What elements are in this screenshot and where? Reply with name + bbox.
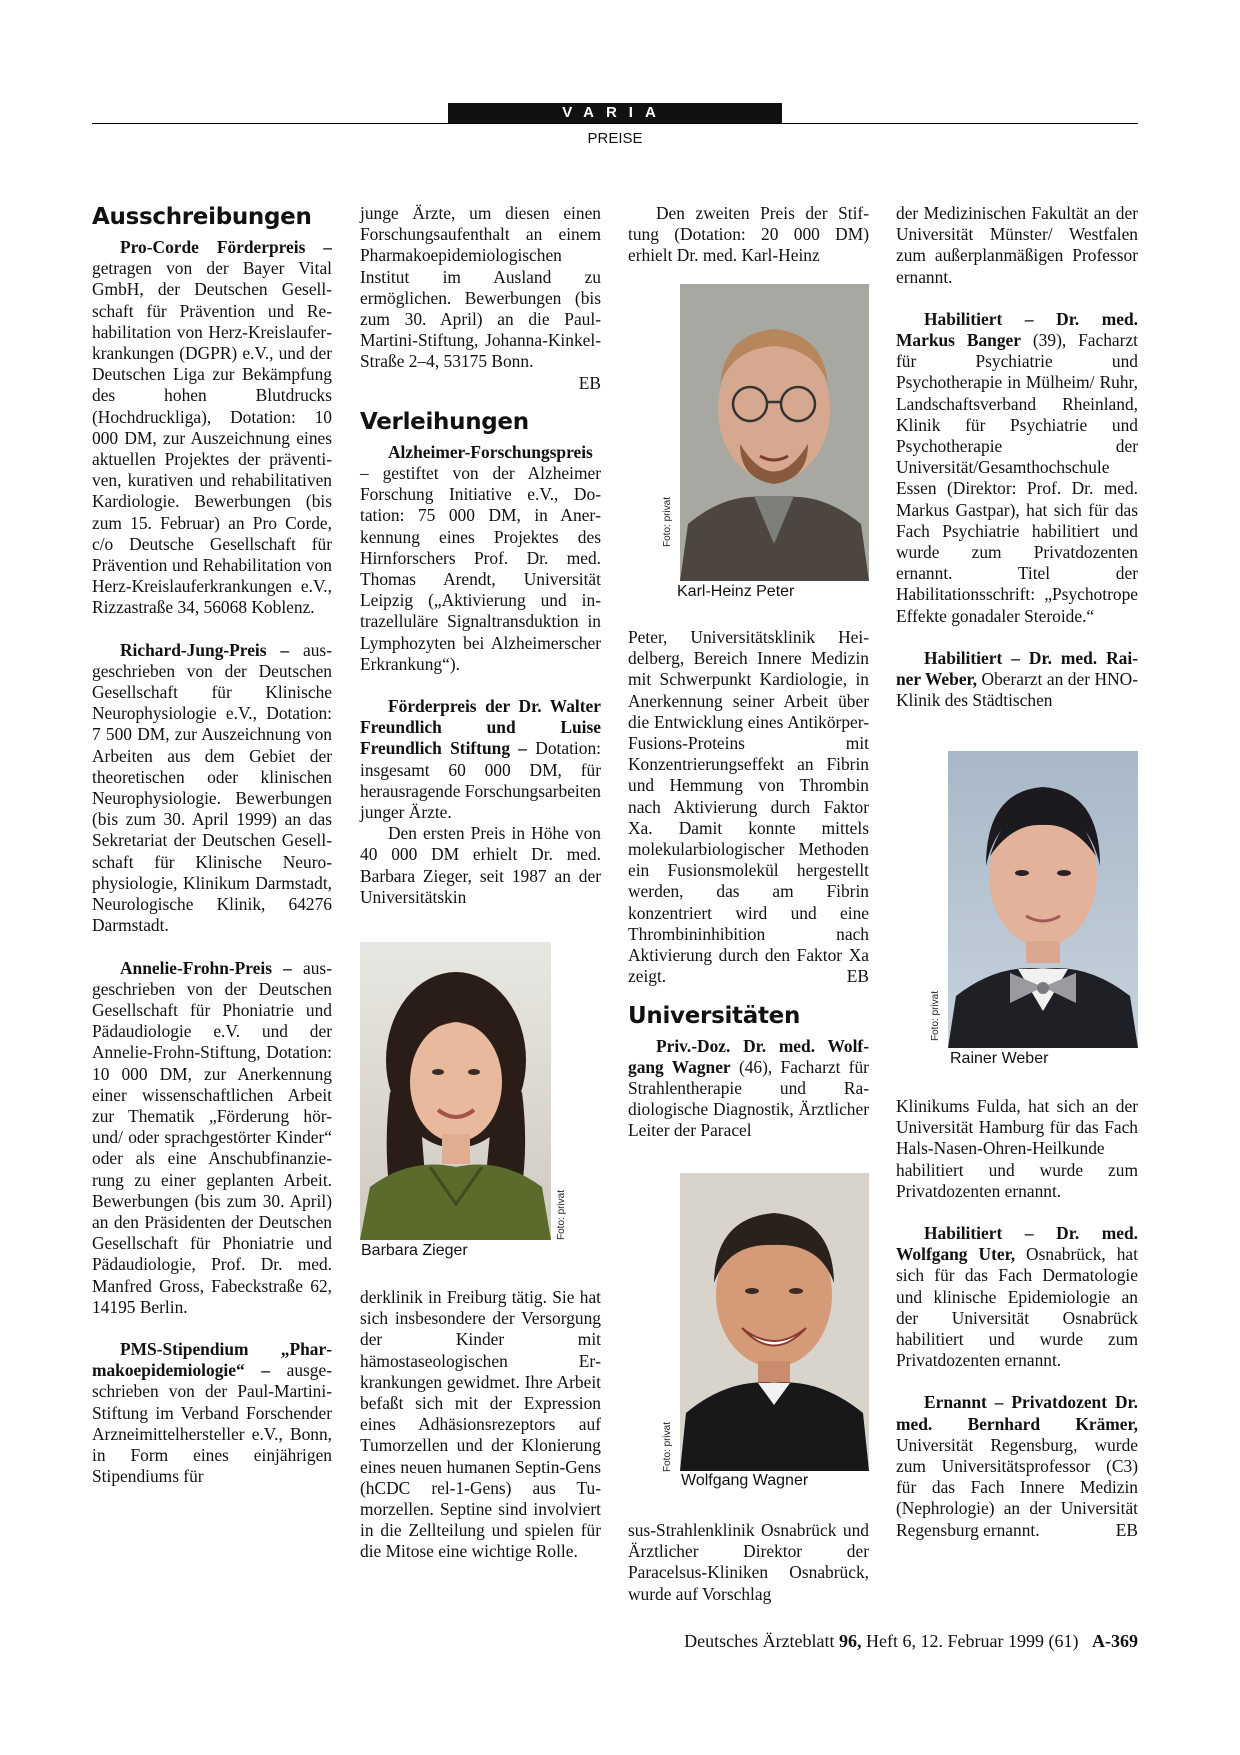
article-text: (46), Facharzt für Strahlentherapie und Radiologische Diagnostik, Ärztlicher Leiter der Paracel [628, 1056, 869, 1141]
article-text: – gestiftet von der Alzheimer Forschung Initiative e.V., Dotation: 75 000 DM, in Anerkennung eines Projektes des Hirnforschers Prof. Dr. med. Thomas Arendt, Universität Leipzig („Aktivierung und intrazelluläre Signaltransduktion in Lymphozyten bei Alzheimerscher Erkrankung“). [360, 463, 601, 674]
photo-rainer-weber [948, 751, 1138, 1048]
article-text: Den ersten Preis in Höhe von 40 000 DM erhielt Dr. med. Barbara Zieger, seit 1987 an der Universitätskin [360, 823, 601, 907]
article-text: Peter, Universitätsklinik Heidelberg, Bereich Innere Medizin mit Schwerpunkt Kardiologie, in Anerkennung seiner Arbeit über die Entwicklung eines Antikörper-Fusions-Proteins mit Konzentrierungseffekt an Fibrin und Hemmung von Thrombin nach Aktivierung durch Faktor Xa. Damit konnte mittels molekularbiologischer Methoden ein Fusionsmolekül hergestellt werden, das am Fibrin konzentriert wird und eine Thrombininhibition nach Aktivierung durch den Faktor Xa zeigt. [628, 627, 869, 987]
article-title: PMS-Stipendium „Pharmakoepidemiologie“ – [92, 1338, 332, 1381]
portrait-image [680, 1173, 869, 1471]
article-text: (39), Facharzt für Psychiatrie und Psychotherapie in Mülheim/ Ruhr, Landschaftsverband Rheinland, Klinik für Psychiatrie und Psychotherapie der Universität/Gesamthochschule Essen (Direktor: Prof. Dr. med. Markus Gastpar), hat sich für das Fach Psychiatrie habilitiert und wurde zum Privatdozenten ernannt. Titel der Habilitationsschrift: „Psychotrope Effekte gonadaler Steroide.“ [896, 330, 1138, 626]
article-text: Universität Regensburg, wurde zum Universitätsprofessor (C3) für das Fach Innere Medizin (Nephrologie) an der Universität Regensburg ernannt. [896, 1434, 1138, 1540]
article-banger [896, 309, 1138, 627]
column-3-bottom [628, 1520, 869, 1605]
section-banner: VARIA [448, 103, 782, 123]
article-title: Habilitiert – Dr. med. Rainer Weber, [896, 647, 1138, 690]
article-peter-continued [628, 627, 869, 987]
heading-universitaeten: Universitäten [628, 1002, 801, 1029]
article-text: ausgeschrieben von der Deutschen Gesellschaft für Phoniatrie und Pädaudiologie e.V. und der Annelie-Frohn-Stiftung, Dotation: 10 000 DM, zur Anerkennung einer wissenschaftlichen Arbeit zur Thematik „Förderung hör- und/ oder sprachgestörter Kinder“ oder als eine Anschubfinanzierung zu einer geplanten Arbeit. Bewerbungen (bis zum 30. April) an den Präsidenten der Deutschen Gesellschaft für Phoniatrie und Pädaudiologie, Prof. Dr. med. Manfred Gross, Fabeckstraße 62, 14195 Berlin. [92, 957, 332, 1317]
article-uter [896, 1223, 1138, 1371]
column-4-bottom [896, 1096, 1138, 1541]
heading-ausschreibungen: Ausschreibungen [92, 204, 312, 230]
article-text: ausgeschrieben von der Deutschen Gesellschaft für Klinische Neurophysiologie e.V., Dotation: 7 500 DM, zur Auszeichnung von Arbeiten aus dem Gebiet der theoretischen oder klinischen Neurophysiologie. Bewerbungen (bis zum 30. April 1999) an das Sekretariat der Deutschen Gesellschaft für Klinische Neurophysiologie, Klinikum Darmstadt, Neurologische Klinik, 64276 Darmstadt. [92, 639, 332, 936]
article-wagner-end [896, 203, 1138, 288]
article-pms-stipendium [92, 1339, 332, 1487]
article-pro-corde [92, 237, 332, 619]
article-kraemer [896, 1392, 1138, 1540]
photo-wolfgang-wagner [680, 1173, 869, 1471]
journal-name: Deutsches Ärzteblatt [684, 1631, 835, 1651]
article-peter [628, 203, 869, 267]
caption-barbara-zieger: Barbara Zieger [361, 1242, 468, 1259]
article-text: ausgeschrieben von der Paul-Martini-Stiftung im Verband Forschender Arzneimittelhersteller e.V., Bonn, in Form eines einjährigen Stipendiums für [92, 1360, 332, 1487]
article-text: derklinik in Freiburg tätig. Sie hat sich insbesondere der Versorgung der Kinder mit hämostaseologischen Erkrankungen gewidmet. Ihre Arbeit befaßt sich mit der Expression eines Adhäsionsrezeptors auf Tumorzellen und der Klonierung eines neuen humanen Septin-Gens (hCDC rel-1-Gens) aus Tumorzellen. Septine sind involviert in die Zellteilung und spielen für die Mitose eine wichtige Rolle. [360, 1287, 601, 1562]
portrait-image [948, 751, 1138, 1048]
article-title: Priv.-Doz. Dr. med. Wolfgang Wagner [628, 1035, 869, 1077]
article-text: sus-Strahlenklinik Osnabrück und Ärztlicher Direktor der Paracelsus-Kliniken Osnabrück, wurde auf Vorschlag [628, 1520, 869, 1604]
article-zieger [360, 823, 601, 908]
article-weber [896, 648, 1138, 712]
article-title: Alzheimer-Forschungspreis [388, 441, 593, 462]
photo-credit: Foto: privat [662, 496, 673, 547]
article-text: Den zweiten Preis der Stiftung (Dotation: 20 000 DM) erhielt Dr. med. Karl-Heinz [628, 203, 869, 266]
portrait-image [680, 284, 869, 581]
author-sign: EB [846, 966, 869, 987]
photo-credit: Foto: privat [556, 1189, 567, 1240]
article-wagner-continued [628, 1520, 869, 1605]
article-title: Habilitiert – Dr. med. Markus Banger [896, 308, 1138, 351]
article-pms-continued [360, 203, 601, 373]
article-text: getragen von der Bayer Vital GmbH, der Deutschen Gesellschaft für Prävention und Rehabilitation von Herz-Kreislauferkrankungen (DGPR) e.V., und der Deutschen Liga zur Bekämpfung des hohen Blutdrucks (Hochdruckliga), Dotation: 10 000 DM, zur Auszeichnung eines aktuellen Projektes der präventiven, kurativen und rehabilitativen Kardiologie. Bewerbungen (bis zum 15. Februar) an Pro Corde, c/o Deutsche Gesellschaft für Prävention und Rehabilitation von Herz-Kreislauferkrankungen e.V., Rizzastraße 34, 56068 Koblenz. [92, 258, 332, 618]
article-title: Förderpreis der Dr. Walter Freundlich und Luise Freundlich Stiftung – [360, 696, 601, 759]
column-3-middle [628, 627, 869, 1142]
article-text: Oberarzt an der HNO-Klinik des Städtischen [896, 669, 1138, 711]
photo-credit: Foto: privat [662, 1421, 673, 1472]
column-2-bottom [360, 1287, 601, 1563]
article-alzheimer [360, 442, 601, 675]
article-text: junge Ärzte, um diesen einen Forschungsaufenthalt an einem Pharmakoepidemiologischen Institut im Ausland zu ermöglichen. Bewerbungen (bis zum 30. April) an die Paul-Martini-Stiftung, Johanna-Kinkel-Straße 2–4, 53175 Bonn. [360, 203, 601, 372]
article-title: Ernannt – Privatdozent Dr. med. Bernhard Krämer, [896, 1392, 1138, 1434]
subsection-label: PREISE [587, 130, 643, 147]
article-title: Pro-Corde Förderpreis – [120, 237, 332, 257]
column-2-top [360, 203, 601, 908]
article-text: Klinikums Fulda, hat sich an der Universität Hamburg für das Fach Hals-Nasen-Ohren-Heilkunde habilitiert und wurde zum Privatdozenten ernannt. [896, 1096, 1138, 1201]
article-richard-jung [92, 640, 332, 937]
journal-issue: Heft 6, 12. Februar 1999 (61) [866, 1631, 1079, 1651]
heading-verleihungen: Verleihungen [360, 408, 529, 435]
article-wagner [628, 1036, 869, 1142]
photo-credit: Foto: privat [930, 990, 941, 1041]
caption-rainer-weber: Rainer Weber [950, 1050, 1049, 1067]
header-rule [92, 123, 1138, 124]
photo-karl-heinz-peter [680, 284, 869, 581]
caption-karl-heinz-peter: Karl-Heinz Peter [677, 583, 795, 600]
article-text: Osnabrück, hat sich für das Fach Dermatologie und klinische Epidemiologie an der Universität Osnabrück habilitiert und wurde zum Privatdozenten ernannt. [896, 1244, 1138, 1371]
article-annelie-frohn [92, 958, 332, 1318]
article-title: Annelie-Frohn-Preis – [120, 957, 292, 978]
article-freundlich [360, 696, 601, 823]
photo-barbara-zieger [360, 942, 551, 1240]
author-sign: EB [1115, 1519, 1138, 1540]
article-text: Dotation: insgesamt 60 000 DM, für herausragende Forschungsarbeiten junger Ärzte. [360, 738, 601, 823]
page-footer [684, 1631, 1138, 1652]
article-title: Habilitiert – Dr. med. Wolfgang Uter, [896, 1223, 1138, 1265]
article-text: der Medizinischen Fakultät an der Universität Münster/ Westfalen zum außerplanmäßigen Professor ernannt. [896, 203, 1138, 287]
article-zieger-continued [360, 1287, 601, 1563]
portrait-image [360, 942, 551, 1240]
page-number: A-369 [1092, 1631, 1138, 1651]
column-4-top [896, 203, 1138, 711]
caption-wolfgang-wagner: Wolfgang Wagner [681, 1472, 809, 1489]
article-weber-continued [896, 1096, 1138, 1202]
article-title: Richard-Jung-Preis – [120, 639, 290, 660]
column-3-top [628, 203, 869, 267]
column-1 [92, 203, 332, 1487]
author-sign: EB [578, 372, 601, 393]
journal-volume: 96, [839, 1631, 862, 1651]
